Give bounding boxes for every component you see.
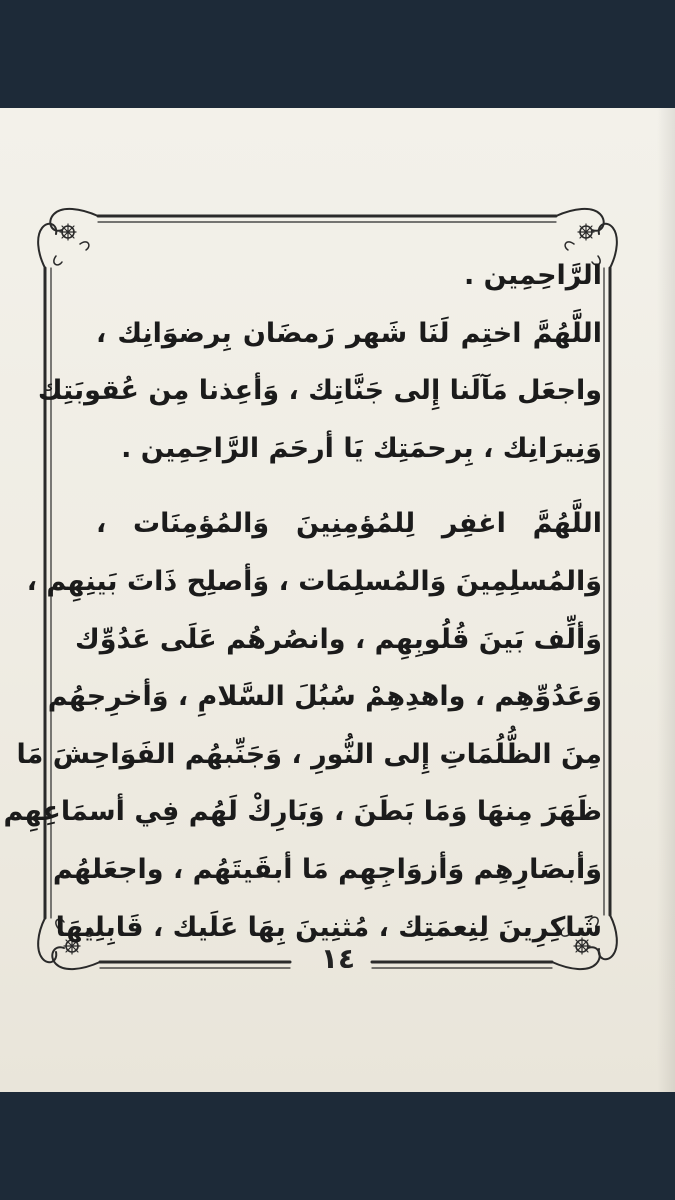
text-line: وَنِيرَانِك ، بِرحمَتِك يَا أرحَمَ الرَّاحِمِين . [121, 432, 602, 464]
bottom-dark-bar [0, 1092, 675, 1200]
text-line: وَأبصَارِهِم وَأزوَاجِهِم مَا أبقَيتَهُم ، واجعَلهُم [52, 853, 602, 885]
text-line: وَألِّف بَينَ قُلُوبِهِم ، وانصُرهُم عَلَى عَدُوِّك [74, 623, 602, 655]
page-number: ١٤ [320, 942, 356, 975]
text-line: شَاكِرِينَ لِنِعمَتِك ، مُثنِينَ بِهَا عَلَيك ، قَابِلِيهَا [55, 911, 602, 943]
text-line: مِنَ الظُّلُمَاتِ إِلى النُّورِ ، وَجَنِّبهُم الفَوَاحِشَ مَا [16, 738, 602, 770]
corner-ornament-top-left-icon [38, 209, 98, 268]
prayer-text [3, 247, 602, 956]
text-line: اللَّهُمَّ اختِم لَنَا شَهر رَمضَان بِرضوَانِك ، [96, 317, 602, 349]
paragraph-gap [96, 477, 602, 495]
text-line: ظَهَرَ مِنهَا وَمَا بَطَنَ ، وَبَارِكْ لَهُم فِي أسمَاعِهِم [3, 796, 602, 828]
text-line: وَعَدُوِّهِم ، واهدِهِمْ سُبُلَ السَّلامِ ، وَأخرِجهُم [47, 681, 602, 713]
text-line: واجعَل مَآلَنا إِلى جَنَّاتِك ، وَأعِذنا مِن عُقوبَتِك [37, 375, 602, 407]
text-line: الرَّاحِمِين . [464, 260, 602, 291]
text-line: وَالمُسلِمِينَ وَالمُسلِمَات ، وَأصلِح ذَاتَ بَينِهِم ، [26, 565, 602, 597]
text-line: اللَّهُمَّ اغفِر لِلمُؤمِنِينَ وَالمُؤمِنَات ، [96, 508, 602, 540]
